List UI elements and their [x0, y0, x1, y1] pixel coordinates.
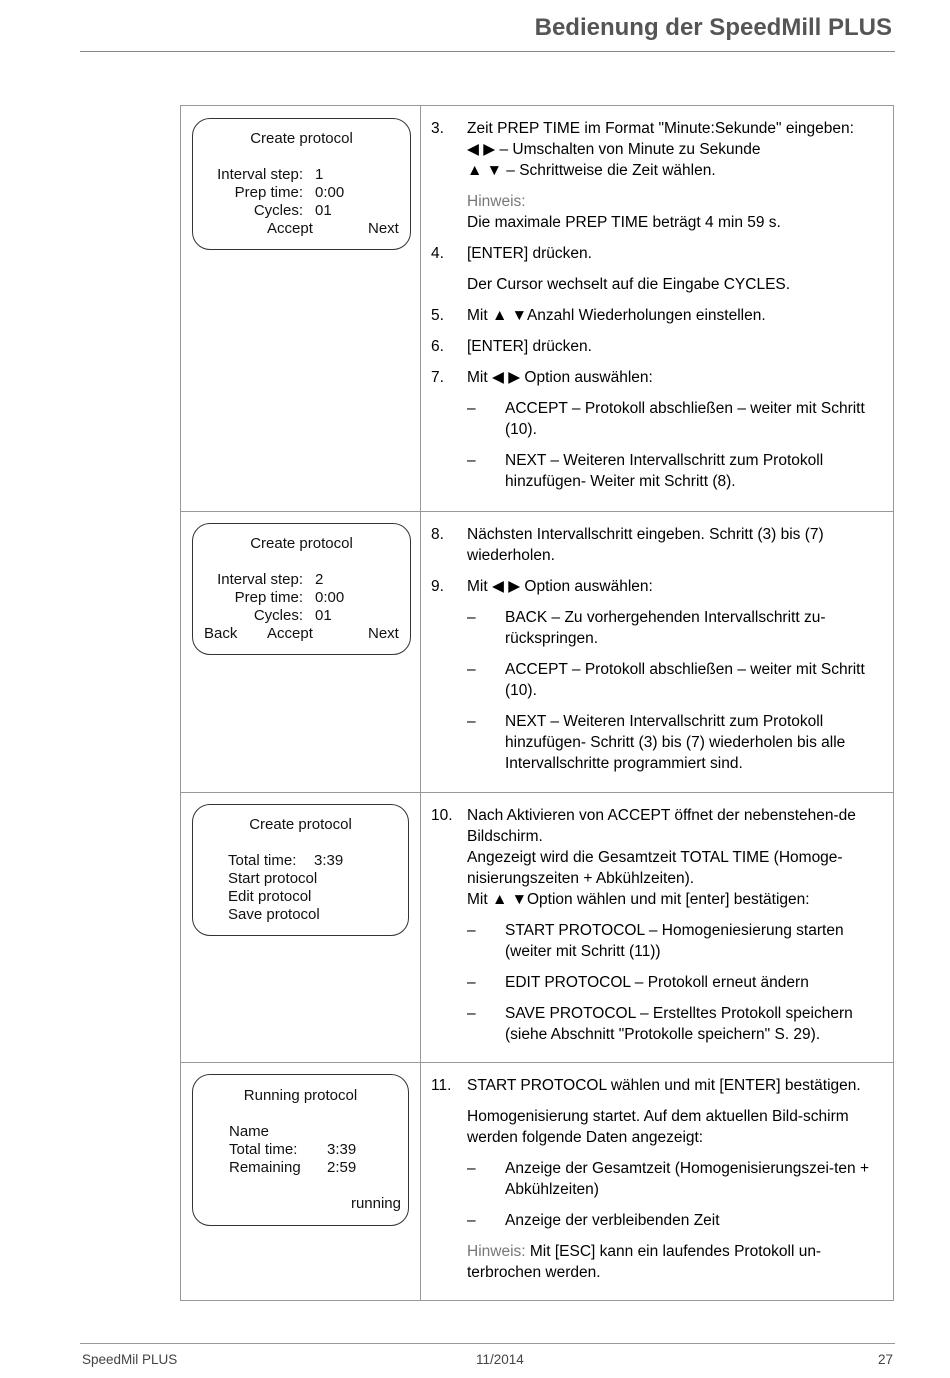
step-7: 7. Mit ◀ ▶ Option auswählen: — [431, 369, 653, 386]
screen-field: Total time: 3:39 — [229, 1141, 357, 1158]
step-5: 5. Mit ▲ ▼Anzahl Wiederholungen einstellen. — [431, 307, 766, 324]
accept-option: Accept — [267, 625, 313, 642]
screen-field: Cycles: 01 — [253, 202, 332, 219]
screen-field: Prep time: 0:00 — [234, 589, 345, 606]
table-row — [181, 106, 894, 512]
next-option: Next — [368, 220, 399, 237]
menu-edit-protocol: Edit protocol — [228, 888, 312, 905]
device-screen — [192, 118, 411, 250]
step-11: 11. START PROTOCOL wählen und mit [ENTER] bestätigen. — [431, 1077, 861, 1094]
screen-title: Create protocol — [249, 816, 352, 833]
step-10: 10. Nach Aktivieren von ACCEPT öffnet der nebenstehen-de Bildschirm. Angezeigt wird die Gesamtzeit TOTAL TIME (Homoge-nisierungszeiten + Abkühlzeiten). Mit ▲ ▼Option wählen und mit [enter] bestätigen: — [431, 807, 856, 908]
screen-cell — [181, 793, 421, 1063]
option-item: – EDIT PROTOCOL – Protokoll erneut ändern — [467, 974, 809, 991]
screen-field: Cycles: 01 — [253, 607, 332, 624]
note: Hinweis: Die maximale PREP TIME beträgt 4 min 59 s. — [467, 193, 781, 231]
screen-title: Create protocol — [250, 130, 353, 147]
option-item: – ACCEPT – Protokoll abschließen – weiter mit Schritt (10). — [467, 400, 865, 438]
screen-cell — [181, 1063, 421, 1301]
screen-title: Create protocol — [250, 535, 353, 552]
instruction-cell — [421, 106, 894, 512]
option-item: – BACK – Zu vorhergehenden Intervallschritt zu-rückspringen. — [467, 609, 826, 647]
footer-product: SpeedMil PLUS — [82, 1352, 178, 1367]
table-row — [181, 1063, 894, 1301]
menu-save-protocol: Save protocol — [228, 906, 320, 923]
note: Hinweis: Mit [ESC] kann ein laufendes Protokoll un-terbrochen werden. — [467, 1243, 822, 1281]
instruction-cell — [421, 793, 894, 1063]
screen-field: Total time: 3:39 — [228, 852, 344, 869]
step-6: 6. [ENTER] drücken. — [431, 338, 592, 355]
device-screen — [192, 804, 409, 936]
option-item: – NEXT – Weiteren Intervallschritt zum Protokoll hinzufügen- Weiter mit Schritt (8). — [467, 452, 824, 490]
option-item: – ACCEPT – Protokoll abschließen – weiter mit Schritt (10). — [467, 661, 865, 699]
screen-cell — [181, 512, 421, 793]
footer-divider — [80, 1343, 895, 1344]
screen-field: Interval step: 2 — [217, 571, 324, 588]
table-row — [181, 512, 894, 793]
table-row — [181, 793, 894, 1063]
device-screen — [192, 1074, 409, 1226]
protocol-name: Name — [229, 1123, 270, 1140]
menu-start-protocol: Start protocol — [228, 870, 318, 887]
option-item: – START PROTOCOL – Homogeniesierung starten (weiter mit Schritt (11)) — [467, 922, 844, 960]
screen-title: Running protocol — [243, 1087, 358, 1104]
paragraph: Homogenisierung startet. Auf dem aktuellen Bild-schirm werden folgende Daten angezeigt: — [467, 1108, 849, 1146]
instruction-cell — [421, 512, 894, 793]
footer-date: 11/2014 — [476, 1352, 524, 1367]
instruction-table — [180, 105, 894, 1301]
screen-cell — [181, 106, 421, 512]
step-3: 3. Zeit PREP TIME im Format "Minute:Sekunde" eingeben: ◀ ▶ – Umschalten von Minute zu Sekunde ▲ ▼ – Schrittweise die Zeit wählen. — [431, 120, 854, 179]
step-8: 8. Nächsten Intervallschritt eingeben. Schritt (3) bis (7) wiederholen. — [431, 526, 824, 564]
device-screen — [192, 523, 411, 655]
step-9: 9. Mit ◀ ▶ Option auswählen: — [431, 578, 653, 595]
screen-field: Remaining 2:59 — [229, 1159, 357, 1176]
paragraph: Der Cursor wechselt auf die Eingabe CYCLES. — [467, 276, 791, 293]
screen-field: Interval step: 1 — [217, 166, 324, 183]
page-header-title: Bedienung der SpeedMill PLUS — [534, 14, 892, 41]
option-item: – SAVE PROTOCOL – Erstelltes Protokoll speichern (siehe Abschnitt "Protokolle speichern" S. 29). — [467, 1005, 853, 1043]
screen-options — [193, 220, 410, 238]
next-option: Next — [368, 625, 399, 642]
option-item: – Anzeige der verbleibenden Zeit — [467, 1212, 720, 1229]
instruction-cell — [421, 1063, 894, 1301]
status-running: running — [350, 1195, 401, 1212]
accept-option: Accept — [267, 220, 313, 237]
screen-options — [193, 625, 410, 643]
page-number: 27 — [877, 1352, 893, 1367]
screen-field: Prep time: 0:00 — [234, 184, 345, 201]
option-item: – NEXT – Weiteren Intervallschritt zum Protokoll hinzufügen- Schritt (3) bis (7) wiederholen bis alle Intervallschritte programmiert sind. — [467, 713, 846, 772]
step-4: 4. [ENTER] drücken. — [431, 245, 592, 262]
option-item: – Anzeige der Gesamtzeit (Homogenisierungszei-ten + Abkühlzeiten) — [467, 1160, 870, 1198]
back-option: Back — [204, 625, 238, 642]
header-divider — [80, 51, 895, 52]
